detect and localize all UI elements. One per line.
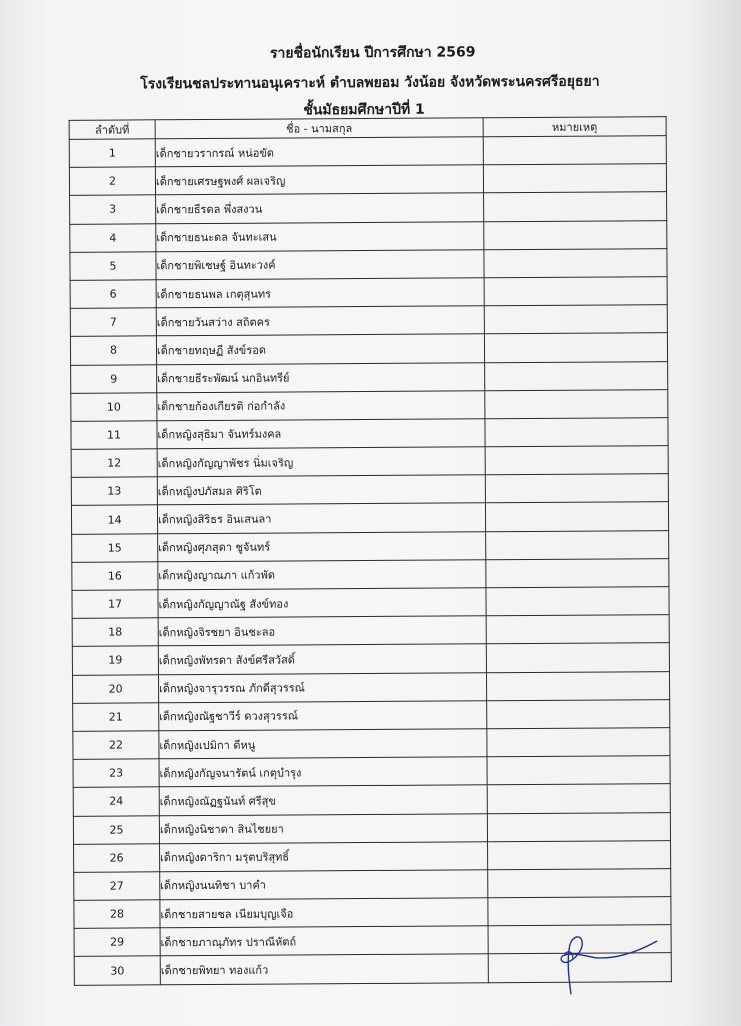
row-number: 20	[72, 674, 158, 703]
row-number: 18	[72, 618, 158, 647]
student-name: เด็กชายพิทยา ทองแก้ว	[160, 954, 488, 984]
table-row	[72, 587, 669, 619]
table-row	[69, 164, 666, 196]
row-number: 22	[73, 731, 159, 760]
row-note	[485, 474, 668, 503]
table-row	[74, 840, 671, 872]
row-note	[487, 812, 670, 841]
row-note	[487, 699, 670, 728]
row-note	[485, 502, 668, 531]
row-number: 11	[71, 421, 157, 450]
row-number: 12	[71, 449, 157, 478]
student-name: เด็กหญิงศุภสุดา ชูจันทร์	[158, 531, 486, 561]
student-name: เด็กหญิงกัญญาพัชร นิ่มเจริญ	[157, 447, 485, 477]
document-title: รายชื่อนักเรียน ปีการศึกษา 2569	[269, 44, 476, 62]
row-number: 17	[72, 590, 158, 619]
student-name: เด็กชายธีรดล พึ่งสงวน	[156, 193, 484, 223]
student-name: เด็กชายวันสว่าง สถิตคร	[156, 306, 484, 336]
row-note	[485, 389, 668, 418]
row-note	[484, 220, 667, 249]
school-name: โรงเรียนชลประทานอนุเคราะห์ ตำบลพยอม วังน้อย จังหวัดพระนครศรีอยุธยา	[140, 73, 600, 93]
student-name: เด็กชายเศรษฐพงศ์ ผลเจริญ	[155, 165, 483, 195]
row-number: 4	[70, 223, 156, 252]
student-name: เด็กชายทฤษฏี สังข์รอด	[156, 334, 484, 364]
student-name: เด็กชายภาณุภัทร ปราณีหัตถ์	[160, 926, 488, 956]
row-note	[488, 869, 671, 898]
student-name: เด็กหญิงปภัสมล ศิริโต	[157, 475, 485, 505]
column-header-number: ลำดับที่	[69, 120, 155, 140]
row-note	[486, 643, 669, 672]
student-name: เด็กหญิงจารุวรรณ ภักดีสุวรรณ์	[158, 672, 486, 702]
row-number: 10	[71, 392, 157, 421]
table-row	[73, 756, 670, 788]
table-row	[71, 389, 668, 421]
student-roster-table	[69, 116, 672, 985]
student-name: เด็กชายก้องเกียรติ ก่อกำลัง	[157, 390, 485, 420]
student-name: เด็กหญิงญาณภา แก้วพัด	[158, 560, 486, 590]
student-name: เด็กชายธนะดล จันทะเสน	[156, 221, 484, 251]
row-number: 29	[74, 928, 160, 957]
row-note	[488, 897, 671, 926]
row-number: 7	[70, 308, 156, 337]
grade-level: ชั้นมัธยมศึกษาปีที่ 1	[303, 101, 425, 119]
student-name: เด็กหญิงณัฏฐนันท์ ศรีสุข	[159, 785, 487, 815]
row-number: 19	[72, 646, 158, 675]
row-number: 5	[70, 252, 156, 281]
row-note	[485, 446, 668, 475]
table-row	[70, 333, 667, 365]
row-note	[483, 164, 666, 193]
row-note	[485, 418, 668, 447]
row-number: 27	[74, 872, 160, 901]
table-row	[72, 643, 669, 675]
row-note	[484, 277, 667, 306]
row-number: 6	[70, 280, 156, 309]
table-row	[72, 530, 669, 562]
table-row	[71, 474, 668, 506]
row-number: 15	[72, 533, 158, 562]
row-number: 14	[71, 505, 157, 534]
row-note	[487, 784, 670, 813]
table-row	[70, 192, 667, 224]
row-note	[487, 756, 670, 785]
table-row	[74, 869, 671, 901]
table-row	[70, 277, 667, 309]
table-row	[73, 699, 670, 731]
row-note	[483, 136, 666, 165]
row-number: 8	[70, 336, 156, 365]
table-row	[73, 728, 670, 760]
student-name: เด็กหญิงณัฐชาวีร์ ดวงสุวรรณ์	[159, 701, 487, 731]
row-number: 26	[74, 843, 160, 872]
row-note	[486, 530, 669, 559]
student-name: เด็กหญิงกัญญาณัฐ สังข์ทอง	[158, 588, 486, 618]
row-note	[484, 192, 667, 221]
student-name: เด็กชายสายชล เนียมบุญเจือ	[160, 898, 488, 928]
row-note	[487, 728, 670, 757]
row-number: 9	[71, 364, 157, 393]
student-name: เด็กหญิงดาริกา มรุตบริสุทธิ์	[160, 841, 488, 871]
row-number: 16	[72, 562, 158, 591]
row-note	[486, 587, 669, 616]
row-note	[485, 361, 668, 390]
table-row	[72, 615, 669, 647]
student-name: เด็กชายธีระพัฒน์ นกอินทรีย์	[157, 362, 485, 392]
student-name: เด็กชายพิเชษฐ์ อินทะวงค์	[156, 250, 484, 280]
table-row	[71, 446, 668, 478]
row-number: 25	[73, 815, 159, 844]
table-row	[70, 220, 667, 252]
student-name: เด็กหญิงเปมิกา ดีหนู	[159, 729, 487, 759]
table-row	[73, 784, 670, 816]
table-row	[73, 812, 670, 844]
column-header-name: ชื่อ - นามสกุล	[155, 118, 483, 139]
student-name: เด็กหญิงนนทิชา บาคำ	[160, 870, 488, 900]
student-name: เด็กหญิงสิริธร อินเสนลา	[157, 503, 485, 533]
student-name: เด็กหญิงจิรชยา อินชะลอ	[158, 616, 486, 646]
row-number: 23	[73, 759, 159, 788]
row-note	[484, 333, 667, 362]
table-row	[71, 502, 668, 534]
row-note	[486, 558, 669, 587]
table-row	[72, 671, 669, 703]
row-note	[488, 840, 671, 869]
column-header-note: หมายเหตุ	[483, 117, 666, 137]
table-row	[70, 248, 667, 280]
row-note	[486, 671, 669, 700]
row-note	[486, 615, 669, 644]
student-name: เด็กหญิงสุธิมา จันทร์มงคล	[157, 419, 485, 449]
table-row	[71, 418, 668, 450]
table-row	[70, 305, 667, 337]
row-number: 21	[73, 703, 159, 732]
table-row	[71, 361, 668, 393]
student-name: เด็กหญิงนิชาดา สินไชยยา	[159, 813, 487, 843]
table-row	[69, 136, 666, 168]
row-number: 1	[69, 139, 155, 168]
row-note	[484, 248, 667, 277]
row-number: 24	[73, 787, 159, 816]
student-name: เด็กชายธนพล เกตุสุนทร	[156, 278, 484, 308]
row-note	[484, 305, 667, 334]
row-number: 13	[71, 477, 157, 506]
signature-mark	[551, 923, 661, 999]
student-name: เด็กหญิงกัญจนารัตน์ เกตุบำรุง	[159, 757, 487, 787]
row-number: 2	[69, 167, 155, 196]
row-number: 3	[70, 195, 156, 224]
row-number: 30	[74, 956, 160, 985]
row-number: 28	[74, 900, 160, 929]
table-row	[72, 558, 669, 590]
student-name: เด็กชายวรากรณ์ หน่อขัด	[155, 137, 483, 167]
student-name: เด็กหญิงพัทรดา สังข์ศรีสวัสดิ์	[158, 644, 486, 674]
